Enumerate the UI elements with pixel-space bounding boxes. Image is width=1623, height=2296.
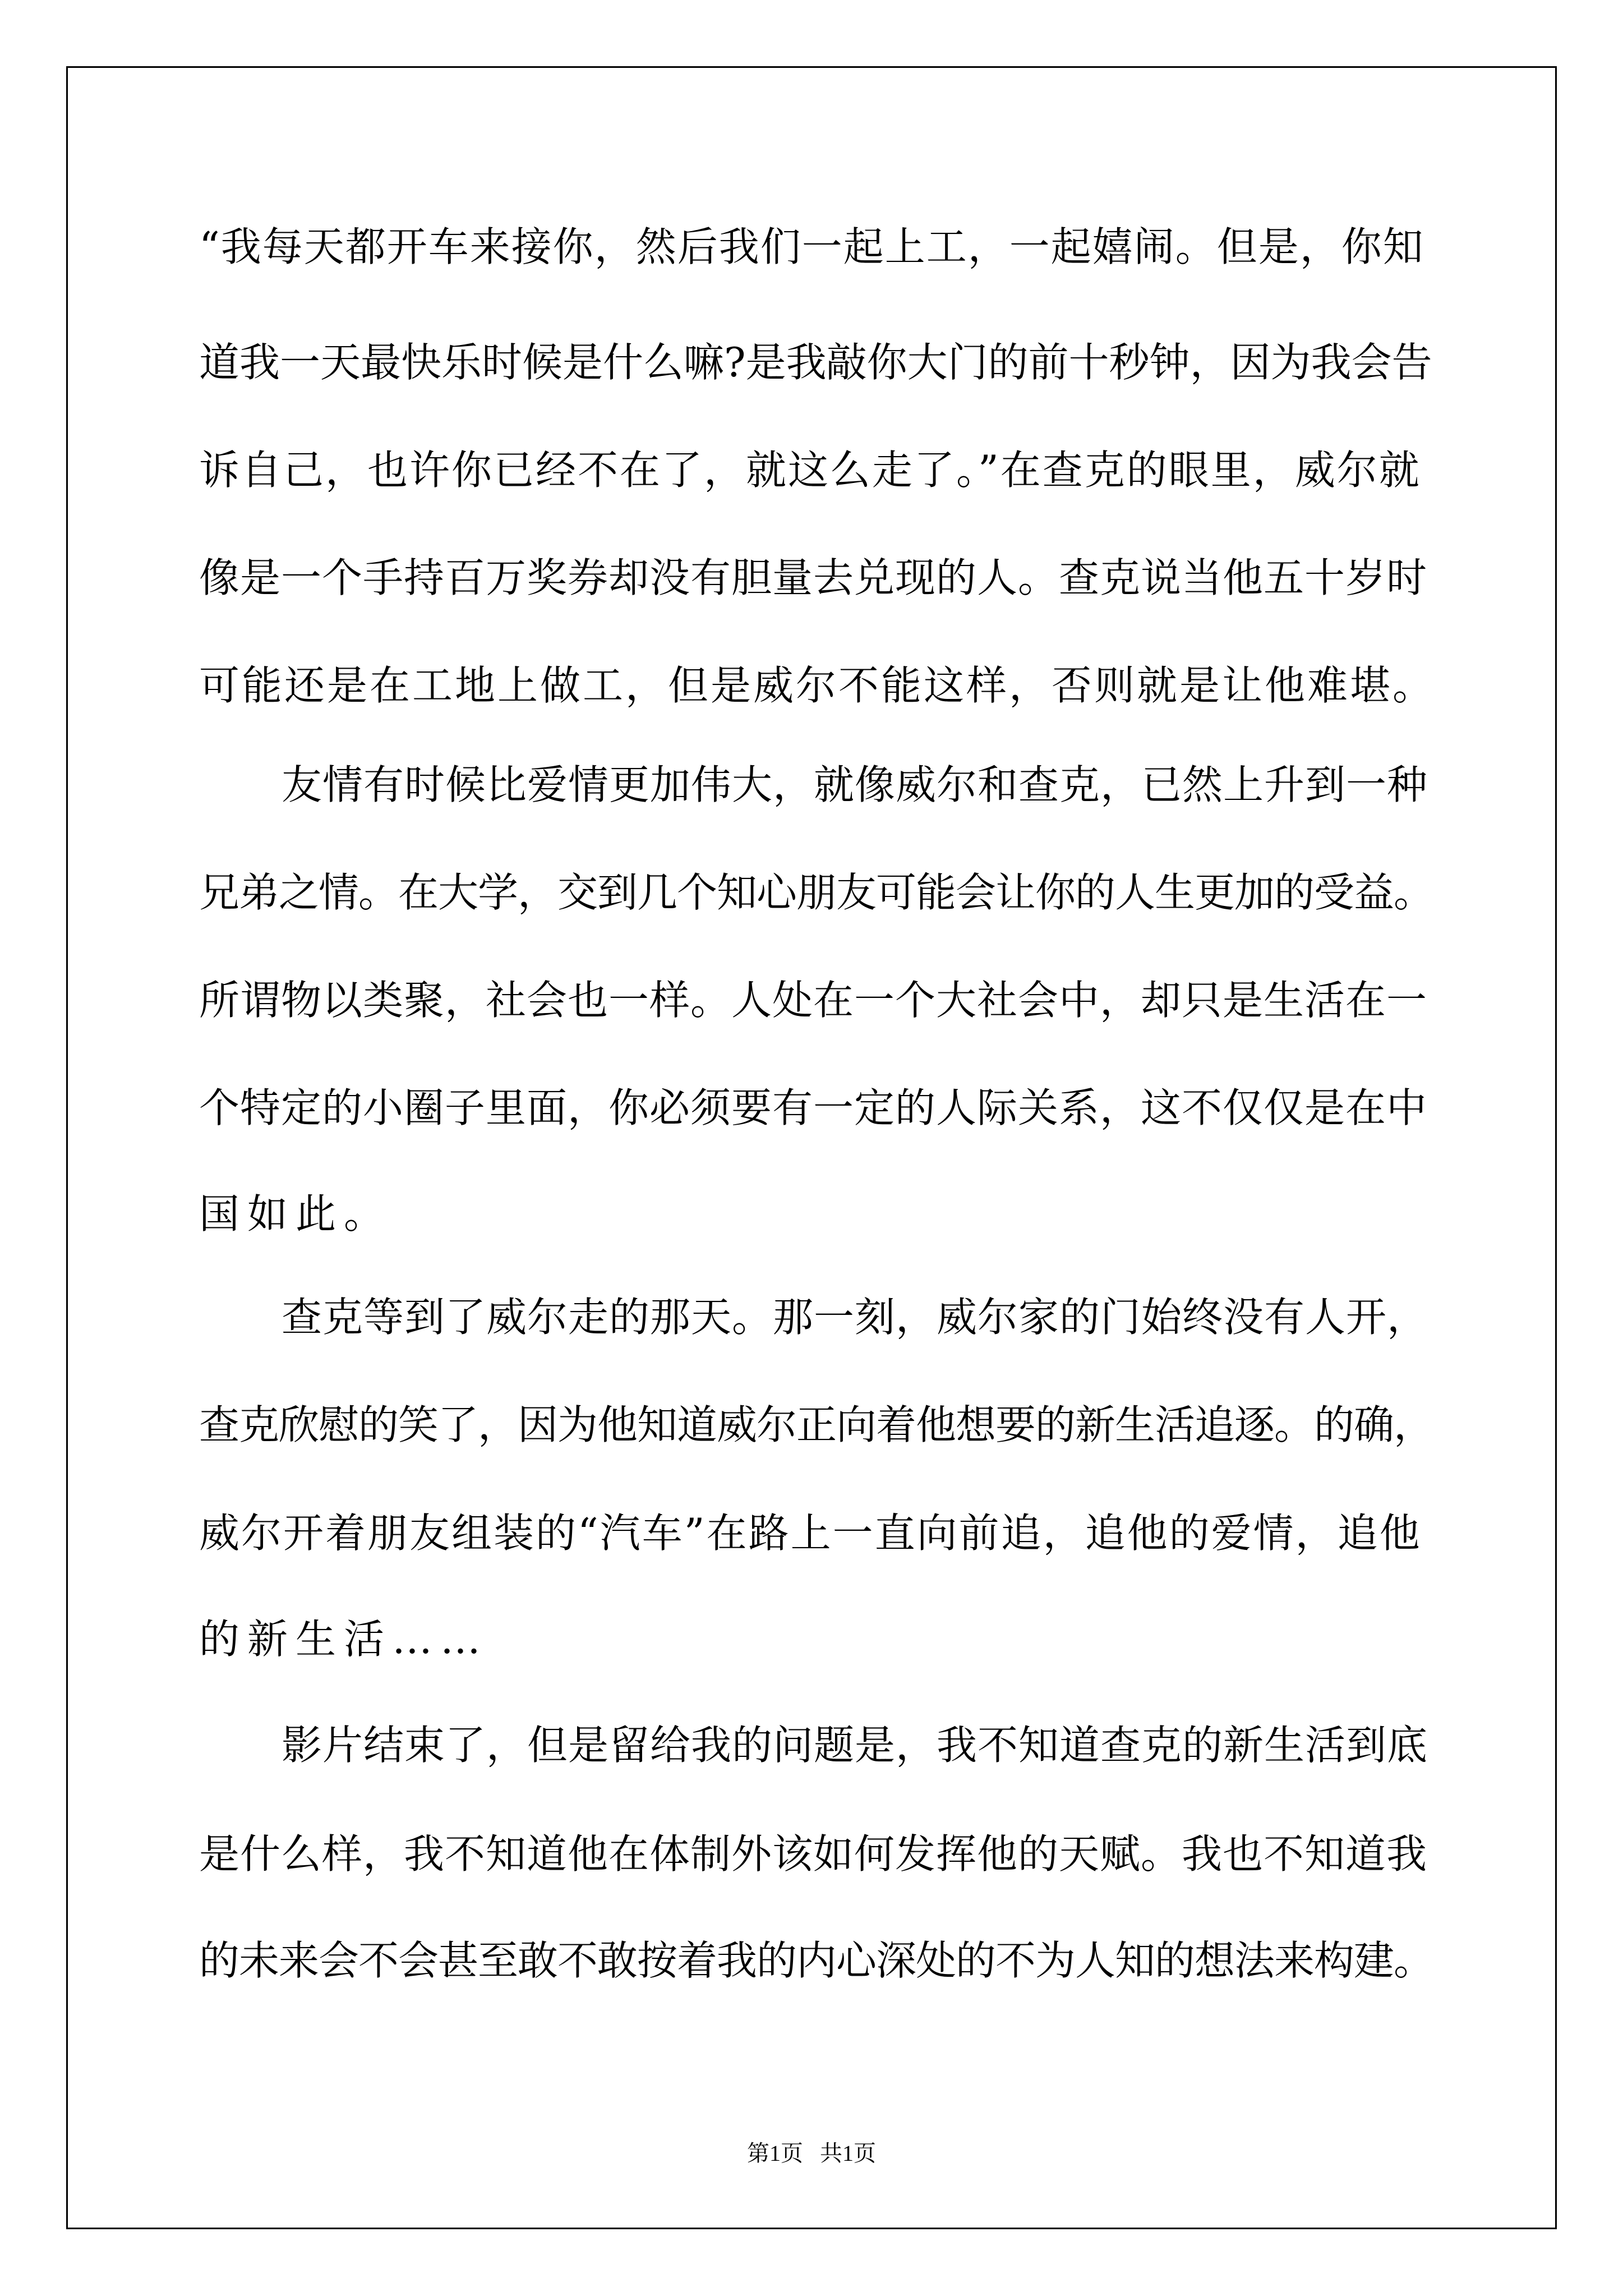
- paragraph-3-line-3: 威尔开着朋友组装的“汽车”在路上一直向前追，追他的爱情，追他: [199, 1510, 1422, 1557]
- paragraph-3-line-4: 的新生活……: [199, 1616, 489, 1663]
- page-border: [66, 66, 1557, 2229]
- paragraph-2-line-4: 个特定的小圈子里面，你必须要有一定的人际关系，这不仅仅是在中: [199, 1084, 1428, 1131]
- paragraph-1-line-2: 道我一天最快乐时候是什么嘛?是我敲你大门的前十秒钟，因为我会告: [199, 339, 1432, 386]
- paragraph-2-line-2: 兄弟之情。在大学，交到几个知心朋友可能会让你的人生更加的受益。: [199, 869, 1434, 916]
- paragraph-1-line-1: “我每天都开车来接你，然后我们一起上工，一起嬉闹。但是，你知: [199, 223, 1424, 270]
- paragraph-3-line-1: 查克等到了威尔走的那天。那一刻，威尔家的门始终没有人开，: [282, 1294, 1428, 1341]
- paragraph-4-line-1: 影片结束了，但是留给我的问题是，我不知道查克的新生活到底: [282, 1722, 1428, 1769]
- paragraph-4-line-2: 是什么样，我不知道他在体制外该如何发挥他的天赋。我也不知道我: [199, 1830, 1428, 1878]
- paragraph-2-line-3: 所谓物以类聚，社会也一样。人处在一个大社会中，却只是生活在一: [199, 977, 1428, 1024]
- paragraph-1-line-3: 诉自己，也许你已经不在了，就这么走了。”在查克的眼里，威尔就: [199, 447, 1421, 494]
- paragraph-4-line-3: 的未来会不会甚至敢不敢按着我的内心深处的不为人知的想法来构建。: [199, 1937, 1434, 1984]
- paragraph-2-line-1: 友情有时候比爱情更加伟大，就像威尔和查克，已然上升到一种: [282, 761, 1428, 808]
- paragraph-2-line-5: 国如此。: [199, 1190, 393, 1237]
- paragraph-3-line-2: 查克欣慰的笑了，因为他知道威尔正向着他想要的新生活追逐。的确，: [199, 1401, 1434, 1448]
- paragraph-1-line-5: 可能还是在工地上做工，但是威尔不能这样，否则就是让他难堪。: [199, 662, 1436, 709]
- paragraph-1-line-4: 像是一个手持百万奖券却没有胆量去兑现的人。查克说当他五十岁时: [199, 554, 1428, 601]
- page-footer: 第1页 共1页: [747, 2141, 876, 2166]
